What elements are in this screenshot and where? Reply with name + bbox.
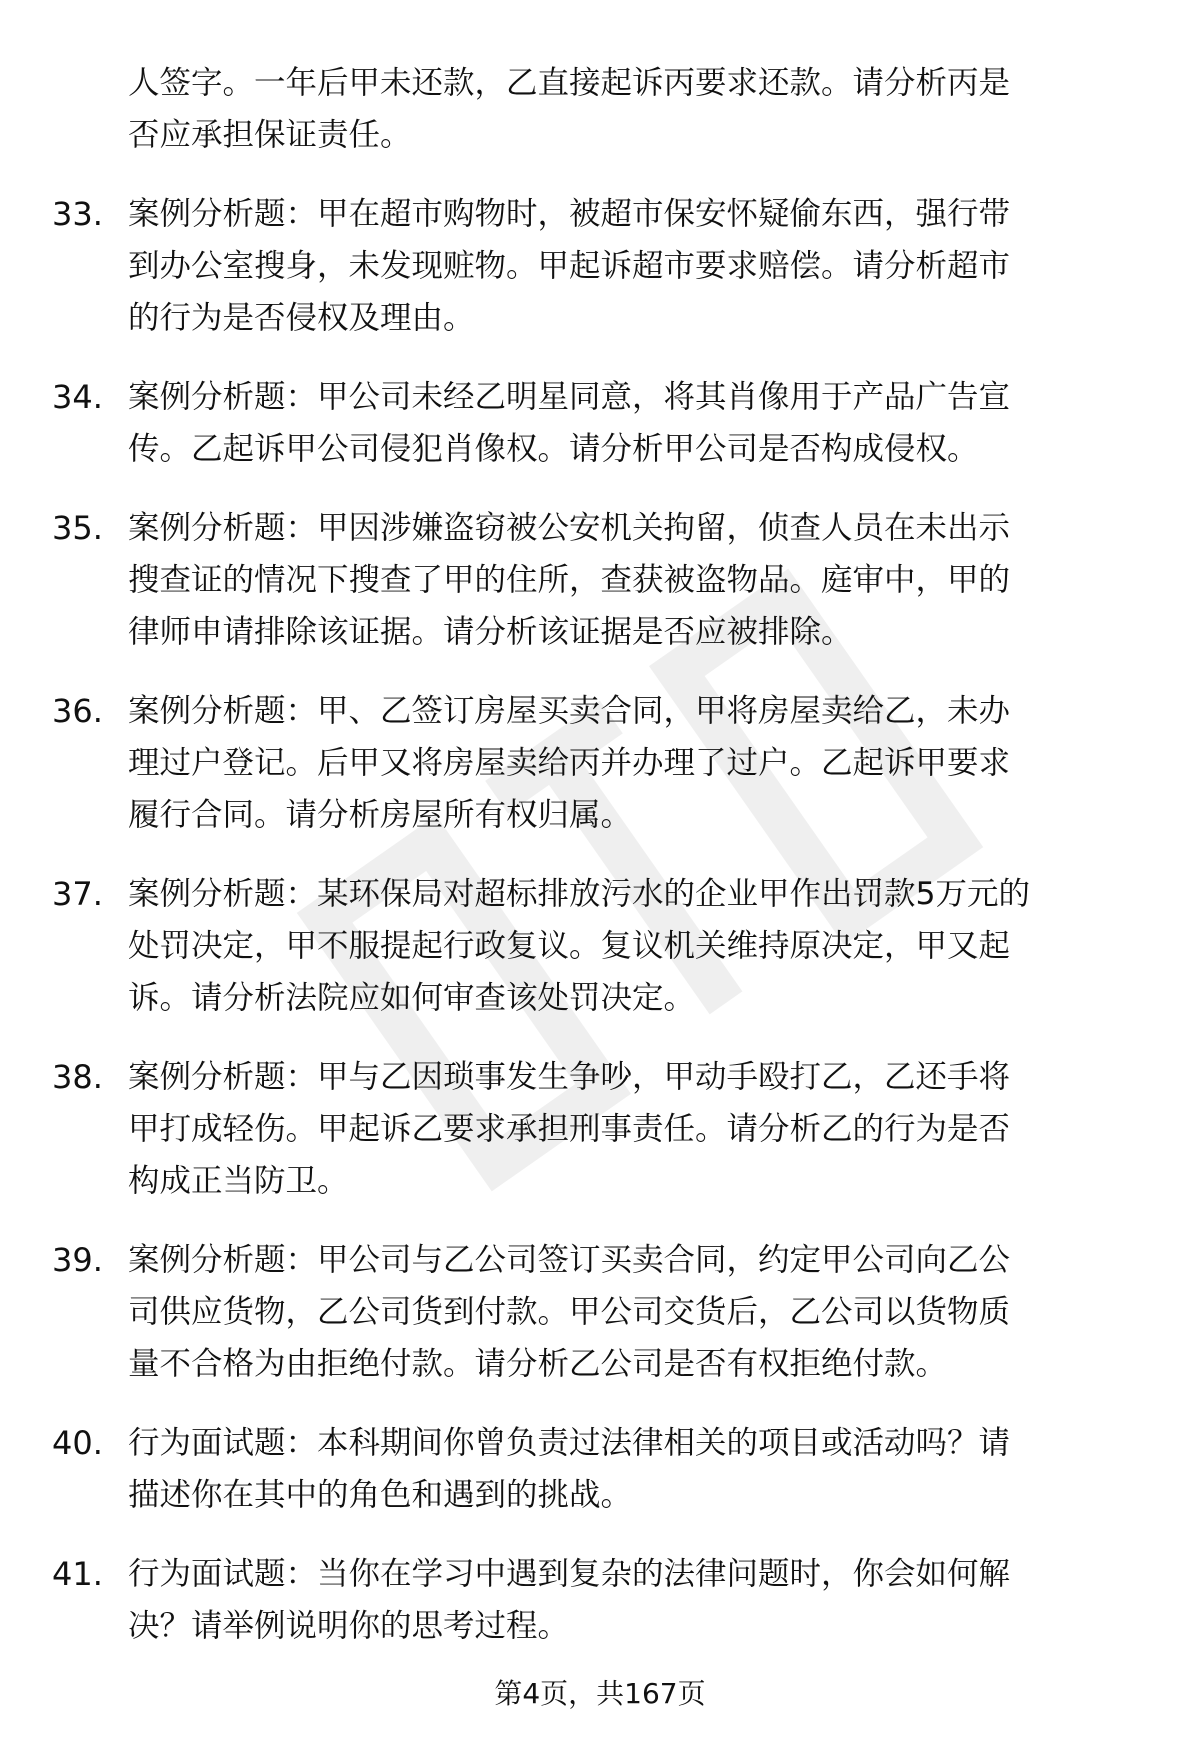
- question-text-line: 司供应货物，乙公司货到付款。甲公司交货后，乙公司以货物质: [128, 1294, 1011, 1330]
- question-text-line: 案例分析题：甲、乙签订房屋买卖合同，甲将房屋卖给乙，未办: [128, 693, 1011, 729]
- question-text-line: 行为面试题：当你在学习中遇到复杂的法律问题时，你会如何解: [128, 1556, 1011, 1592]
- question-item: [0, 502, 1200, 658]
- question-text-line: 案例分析题：甲因涉嫌盗窃被公安机关拘留，侦查人员在未出示: [128, 510, 1011, 546]
- question-number: 40.: [52, 1424, 103, 1462]
- question-number: 33.: [52, 195, 103, 233]
- question-number: 38.: [52, 1058, 103, 1096]
- question-item: [0, 1417, 1200, 1521]
- question-number: 35.: [52, 509, 103, 547]
- question-text-line: 案例分析题：甲与乙因琐事发生争吵，甲动手殴打乙，乙还手将: [128, 1059, 1011, 1095]
- question-text-line: 履行合同。请分析房屋所有权归属。: [128, 797, 633, 833]
- question-text-line: 传。乙起诉甲公司侵犯肖像权。请分析甲公司是否构成侵权。: [128, 431, 979, 467]
- question-text-line: 的行为是否侵权及理由。: [128, 300, 475, 336]
- question-item: [0, 371, 1200, 475]
- question-item: [0, 1548, 1200, 1652]
- question-list: [0, 57, 1200, 1679]
- question-text-line: 律师申请排除该证据。请分析该证据是否应被排除。: [128, 614, 853, 650]
- question-text-line: 案例分析题：甲公司未经乙明星同意，将其肖像用于产品广告宣: [128, 379, 1011, 415]
- question-text-line: 决？请举例说明你的思考过程。: [128, 1608, 570, 1644]
- question-number: 36.: [52, 692, 103, 730]
- question-text-line: 否应承担保证责任。: [128, 117, 412, 153]
- question-text-line: 理过户登记。后甲又将房屋卖给丙并办理了过户。乙起诉甲要求: [128, 745, 1011, 781]
- question-item: [0, 1051, 1200, 1207]
- question-text-line: 甲打成轻伤。甲起诉乙要求承担刑事责任。请分析乙的行为是否: [128, 1111, 1011, 1147]
- question-text-line: 处罚决定，甲不服提起行政复议。复议机关维持原决定，甲又起: [128, 928, 1011, 964]
- question-item: [0, 685, 1200, 841]
- question-item: [0, 188, 1200, 344]
- question-text-line: 人签字。一年后甲未还款，乙直接起诉丙要求还款。请分析丙是: [128, 65, 1011, 101]
- question-number: 41.: [52, 1555, 103, 1593]
- question-number: 39.: [52, 1241, 103, 1279]
- question-item: [0, 57, 1200, 161]
- question-text-line: 行为面试题：本科期间你曾负责过法律相关的项目或活动吗？请: [128, 1425, 1011, 1461]
- question-text-line: 案例分析题：某环保局对超标排放污水的企业甲作出罚款5万元的: [128, 876, 1031, 912]
- question-text-line: 构成正当防卫。: [128, 1163, 349, 1199]
- question-text-line: 案例分析题：甲在超市购物时，被超市保安怀疑偷东西，强行带: [128, 196, 1011, 232]
- question-text-line: 到办公室搜身，未发现赃物。甲起诉超市要求赔偿。请分析超市: [128, 248, 1011, 284]
- question-text-line: 描述你在其中的角色和遇到的挑战。: [128, 1477, 633, 1513]
- question-text-line: 搜查证的情况下搜查了甲的住所，查获被盗物品。庭审中，甲的: [128, 562, 1011, 598]
- question-text-line: 诉。请分析法院应如何审查该处罚决定。: [128, 980, 696, 1016]
- question-number: 37.: [52, 875, 103, 913]
- question-text-line: 量不合格为由拒绝付款。请分析乙公司是否有权拒绝付款。: [128, 1346, 948, 1382]
- question-item: [0, 868, 1200, 1024]
- question-number: 34.: [52, 378, 103, 416]
- page-number: 第4页，共167页: [494, 1677, 706, 1710]
- question-text-line: 案例分析题：甲公司与乙公司签订买卖合同，约定甲公司向乙公: [128, 1242, 1011, 1278]
- question-item: [0, 1234, 1200, 1390]
